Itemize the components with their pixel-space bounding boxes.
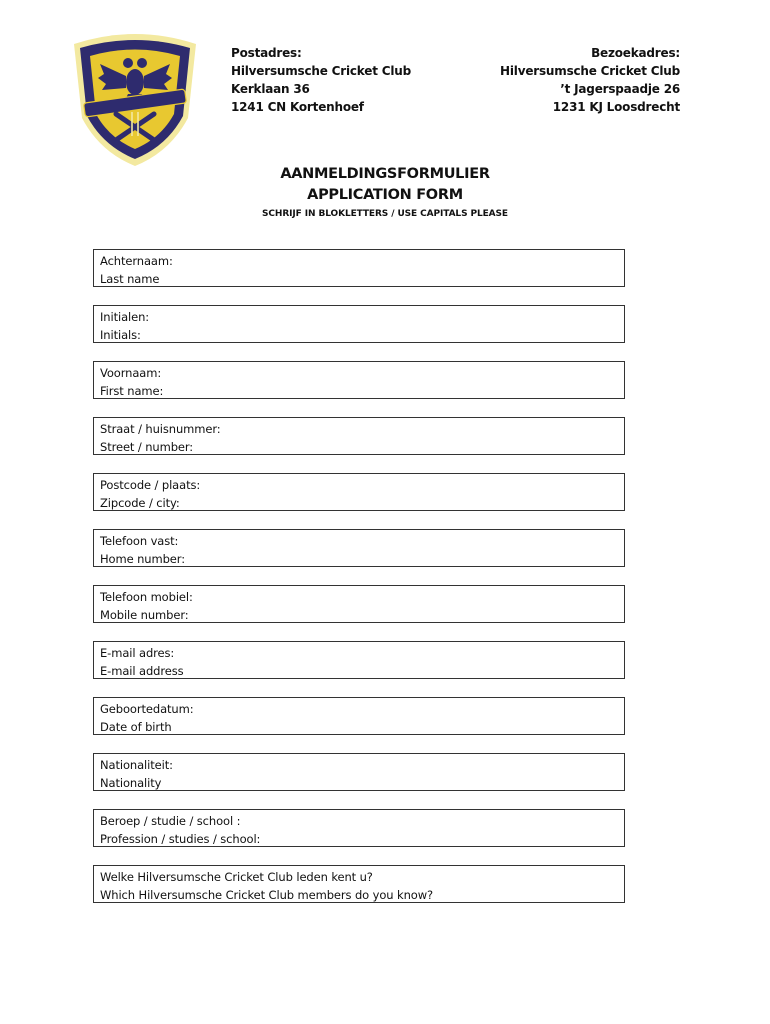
field-label-dutch: Telefoon vast: [100, 534, 179, 548]
field-label-dutch: Nationaliteit: [100, 758, 173, 772]
postal-address [231, 44, 411, 116]
field-label-dutch: Voornaam: [100, 366, 162, 380]
field-label-english: Street / number: [100, 440, 194, 454]
field-label-dutch: Postcode / plaats: [100, 478, 201, 492]
date-of-birth-field[interactable] [93, 697, 625, 735]
first-name-field[interactable] [93, 361, 625, 399]
postal-address-club: Hilversumsche Cricket Club [231, 64, 411, 78]
visit-address-city: 1231 KJ Loosdrecht [552, 100, 680, 114]
field-label-dutch: E-mail adres: [100, 646, 175, 660]
field-label-dutch: Geboortedatum: [100, 702, 194, 716]
field-label-dutch: Straat / huisnummer: [100, 422, 221, 436]
initials-field[interactable] [93, 305, 625, 343]
form-title-dutch: AANMELDINGSFORMULIER [280, 166, 490, 182]
nationality-field[interactable] [93, 753, 625, 791]
field-label-english: Which Hilversumsche Cricket Club members do you know? [100, 888, 434, 902]
field-label-english: Zipcode / city: [100, 496, 180, 510]
field-label-english: Nationality [100, 776, 162, 790]
profession-field[interactable] [93, 809, 625, 847]
form-title-english: APPLICATION FORM [307, 187, 463, 203]
form-fields [93, 249, 625, 921]
known-members-field[interactable] [93, 865, 625, 903]
field-label-english: First name: [100, 384, 164, 398]
field-label-english: Profession / studies / school: [100, 832, 261, 846]
field-label-english: E-mail address [100, 664, 184, 678]
field-label-dutch: Welke Hilversumsche Cricket Club leden kent u? [100, 870, 373, 884]
field-label-dutch: Telefoon mobiel: [100, 590, 193, 604]
postal-address-city: 1241 CN Kortenhoef [231, 100, 364, 114]
field-label-dutch: Beroep / studie / school : [100, 814, 241, 828]
field-label-dutch: Initialen: [100, 310, 150, 324]
postal-address-street: Kerklaan 36 [231, 82, 310, 96]
form-instruction: SCHRIJF IN BLOKLETTERS / USE CAPITALS PLEASE [262, 209, 508, 219]
email-field[interactable] [93, 641, 625, 679]
field-label-english: Initials: [100, 328, 141, 342]
street-number-field[interactable] [93, 417, 625, 455]
field-label-english: Last name [100, 272, 160, 286]
mobile-number-field[interactable] [93, 585, 625, 623]
field-label-english: Home number: [100, 552, 185, 566]
visit-address [500, 44, 680, 116]
club-logo [70, 30, 200, 168]
zipcode-city-field[interactable] [93, 473, 625, 511]
visit-address-street: ’t Jagerspaadje 26 [560, 82, 680, 96]
home-number-field[interactable] [93, 529, 625, 567]
last-name-field[interactable] [93, 249, 625, 287]
visit-address-club: Hilversumsche Cricket Club [500, 64, 680, 78]
field-label-dutch: Achternaam: [100, 254, 173, 268]
postal-address-heading: Postadres: [231, 46, 302, 60]
visit-address-heading: Bezoekadres: [591, 46, 680, 60]
field-label-english: Date of birth [100, 720, 172, 734]
field-label-english: Mobile number: [100, 608, 189, 622]
